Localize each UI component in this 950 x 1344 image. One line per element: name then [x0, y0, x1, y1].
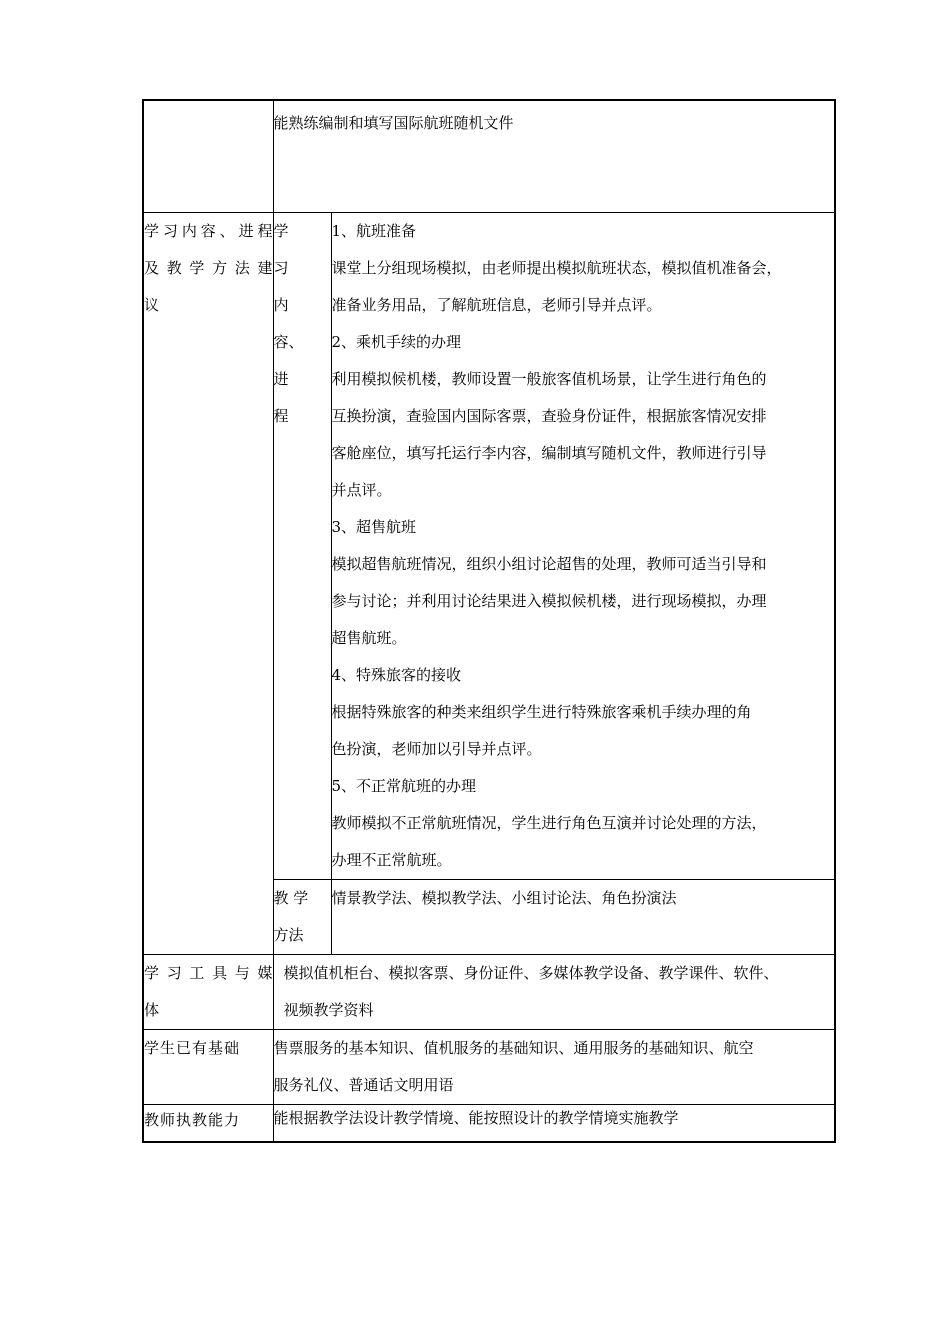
item-line: 准备业务用品，了解航班信息，老师引导并点评。 — [331, 295, 662, 314]
teacher-label-cell — [143, 1104, 273, 1142]
item-line: 根据特殊旅客的种类来组织学生进行特殊旅客乘机手续办理的角 — [331, 702, 752, 721]
basis-content-cell — [273, 1029, 835, 1104]
learning-label-line: 学习内容、进程 — [144, 221, 273, 240]
item-line: 课堂上分组现场模拟，由老师提出模拟航班状态，模拟值机准备会， — [331, 258, 782, 277]
item-line: 超售航班。 — [331, 628, 407, 647]
basis-label: 学生已有基础 — [144, 1038, 241, 1057]
item-line: 模拟超售航班情况，组织小组讨论超售的处理，教师可适当引导和 — [331, 554, 767, 573]
item-line: 利用模拟候机楼，教师设置一般旅客值机场景，让学生进行角色的 — [331, 369, 767, 388]
basis-line: 售票服务的基本知识、值机服务的基础知识、通用服务的基础知识、航空 — [273, 1038, 754, 1057]
item-title: 4、特殊旅客的接收 — [331, 665, 462, 684]
sublabel-char: 学 — [273, 221, 289, 240]
goal-content-cell — [273, 100, 835, 212]
method-sublabel-line: 方法 — [273, 925, 304, 944]
item-title: 5、不正常航班的办理 — [331, 776, 477, 795]
method-sublabel-line: 教 学 — [273, 888, 309, 907]
tools-line: 视频教学资料 — [283, 1000, 374, 1019]
learning-label-line: 议 — [144, 295, 160, 314]
sublabel-char: 进 — [273, 369, 289, 388]
item-title: 2、乘机手续的办理 — [331, 332, 462, 351]
teacher-row — [143, 1104, 835, 1142]
basis-row — [143, 1029, 835, 1104]
teacher-content-cell — [273, 1104, 835, 1142]
item-line: 参与讨论；并利用讨论结果进入模拟候机楼，进行现场模拟，办理 — [331, 591, 767, 610]
sublabel-char: 内 — [273, 295, 289, 314]
item-line: 色扮演，老师加以引导并点评。 — [331, 739, 542, 758]
teacher-label: 教师执教能力 — [144, 1110, 241, 1129]
sublabel-char: 习 — [273, 258, 289, 277]
item-line: 教师模拟不正常航班情况，学生进行角色互演并讨论处理的方法， — [331, 813, 767, 832]
learning-label-cell — [143, 212, 273, 954]
tools-row — [143, 954, 835, 1029]
tools-label-line: 学习工具与媒 — [144, 963, 273, 982]
tools-label-line: 体 — [144, 1000, 160, 1019]
item-line: 互换扮演，查验国内国际客票，查验身份证件，根据旅客情况安排 — [331, 406, 767, 425]
basis-line: 服务礼仪、普通话文明用语 — [273, 1075, 454, 1094]
item-line: 办理不正常航班。 — [331, 850, 452, 869]
method-sublabel-cell — [273, 879, 331, 954]
item-title: 1、航班准备 — [331, 221, 417, 240]
goal-label-cell — [143, 100, 273, 212]
method-content-cell — [331, 879, 835, 954]
method-text: 情景教学法、模拟教学法、小组讨论法、角色扮演法 — [331, 888, 677, 907]
sublabel-char: 容、 — [273, 332, 304, 351]
tools-line: 模拟值机柜台、模拟客票、身份证件、多媒体教学设备、教学课件、软件、 — [283, 963, 779, 982]
item-title: 3、超售航班 — [331, 517, 417, 536]
sublabel-char: 程 — [273, 406, 289, 425]
lesson-plan-table — [142, 99, 836, 1143]
teacher-text: 能根据教学法设计教学情境、能按照设计的教学情境实施教学 — [273, 1108, 679, 1127]
learning-row — [143, 212, 835, 879]
tools-label-cell — [143, 954, 273, 1029]
learning-sublabel-cell — [273, 212, 331, 879]
goal-row — [143, 100, 835, 212]
item-line: 并点评。 — [331, 480, 392, 499]
learning-label-line: 及教学方法建 — [144, 258, 273, 277]
learning-content-cell — [331, 212, 835, 879]
item-line: 客舱座位，填写托运行李内容，编制填写随机文件，教师进行引导 — [331, 443, 767, 462]
tools-content-cell — [273, 954, 835, 1029]
goal-text: 能熟练编制和填写国际航班随机文件 — [273, 114, 514, 132]
basis-label-cell — [143, 1029, 273, 1104]
